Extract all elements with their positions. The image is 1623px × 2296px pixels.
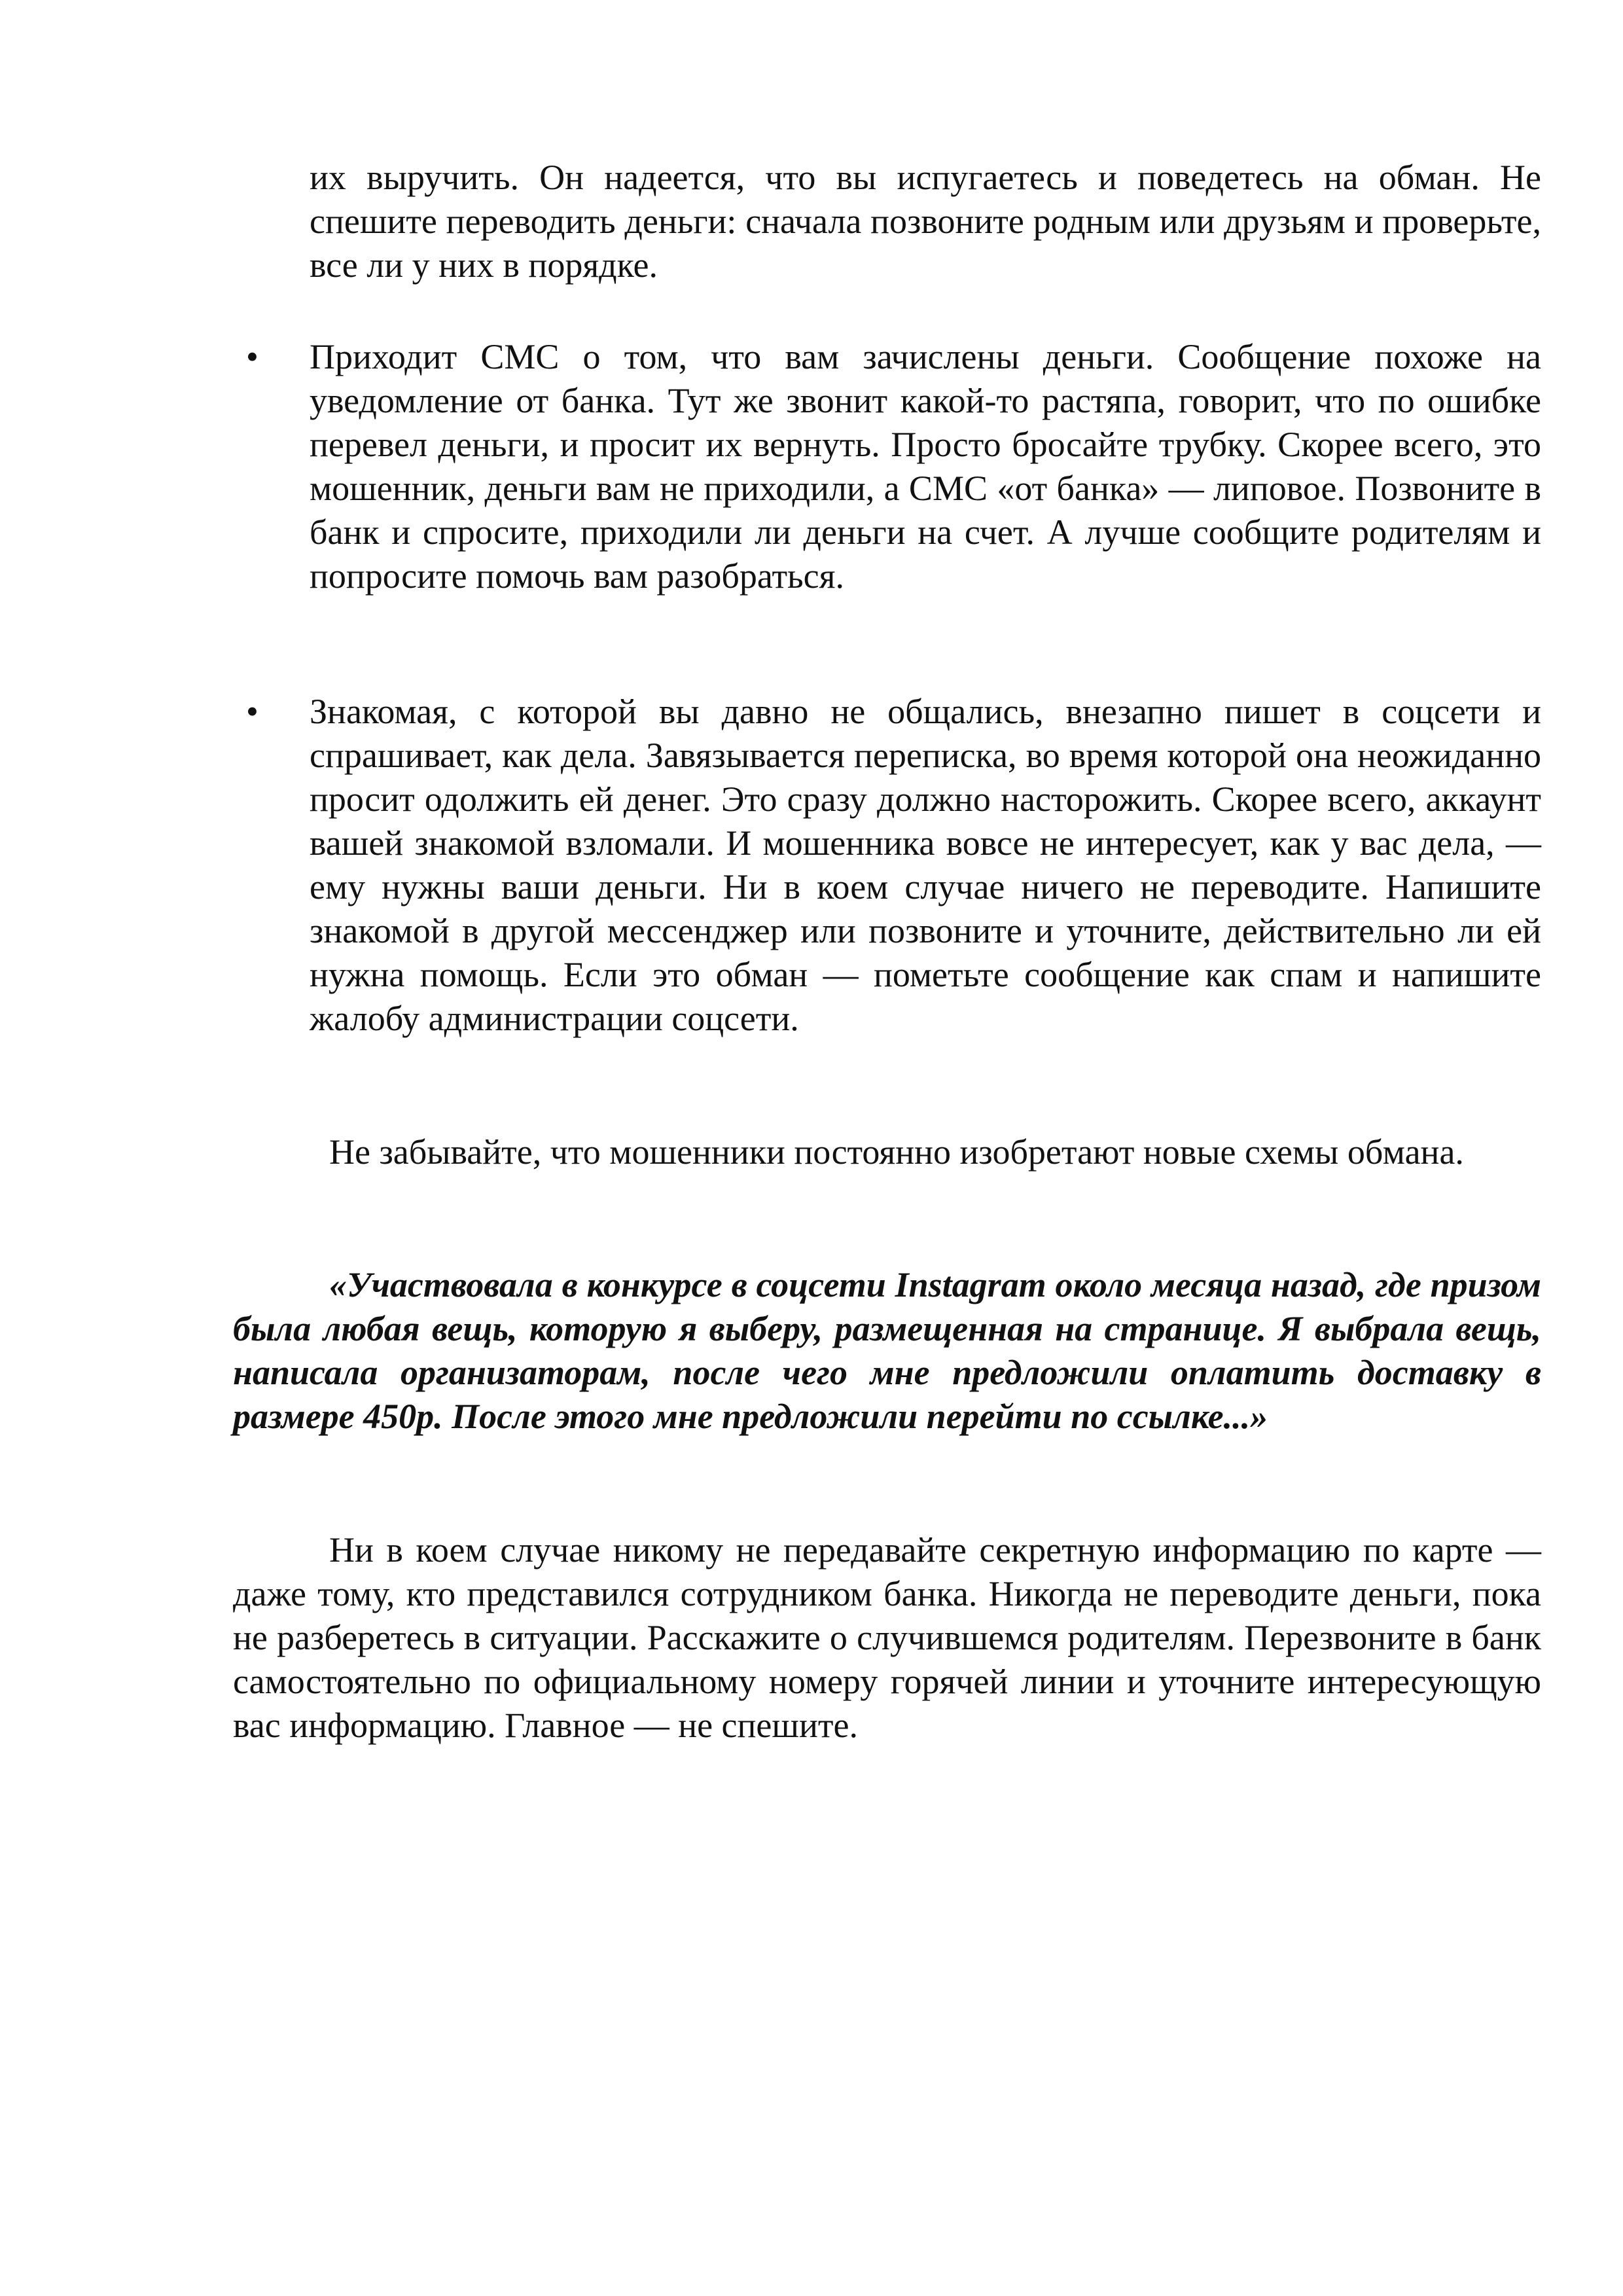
bullet-text-sms: Приходит СМС о том, что вам зачислены деньги. Сообщение похоже на уведомление от банка. Тут же звонит какой-то растяпа, говорит, что по ошибке перевел деньги, и просит их вернуть. Просто бросайте трубку. Скорее всего, это мошенник, деньги вам не приходили, а СМС «от банка» — липовое. Позвоните в банк и спросите, приходили ли деньги на счет. А лучше сообщите родителям и попросите помочь вам разобраться. [310, 337, 1541, 596]
advice-paragraph: Ни в коем случае никому не передавайте секретную информацию по карте — даже тому, кто представился сотрудником банка. Никогда не переводите деньги, пока не разберетесь в ситуации. Расскажите о случившемся родителям. Перезвоните в банк самостоятельно по официальному номеру горячей линии и уточните интересующую вас информацию. Главное — не спешите. [233, 1530, 1541, 1745]
quote-paragraph: «Участвовала в конкурсе в соцсети Instagram около месяца назад, где призом была любая вещь, которую я выберу, размещенная на странице. Я выбрала вещь, написала организаторам, после чего мне предложили оплатить доставку в размере 450р. После этого мне предложили перейти по ссылке...» [233, 1265, 1541, 1436]
continuation-paragraph: их выручить. Он надеется, что вы испугаетесь и поведетесь на обман. Не спешите переводить деньги: сначала позвоните родным или друзьям и проверьте, все ли у них в порядке. [310, 158, 1541, 285]
bullet-text-acquaintance: Знакомая, с которой вы давно не общались, внезапно пишет в соцсети и спрашивает, как дела. Завязывается переписка, во время которой она неожиданно просит одолжить ей денег. Это сразу должно насторожить. Скорее всего, аккаунт вашей знакомой взломали. И мошенника вовсе не интересует, как у вас дела, — ему нужны ваши деньги. Ни в коем случае ничего не переводите. Напишите знакомой в другой мессенджер или позвоните и уточните, действительно ли ей нужна помощь. Если это обман — пометьте сообщение как спам и напишите жалобу администрации соцсети. [310, 692, 1541, 1038]
bullet-icon: • [246, 337, 259, 376]
reminder-paragraph: Не забывайте, что мошенники постоянно изобретают новые схемы обмана. [329, 1132, 1464, 1172]
bullet-icon: • [246, 692, 259, 731]
